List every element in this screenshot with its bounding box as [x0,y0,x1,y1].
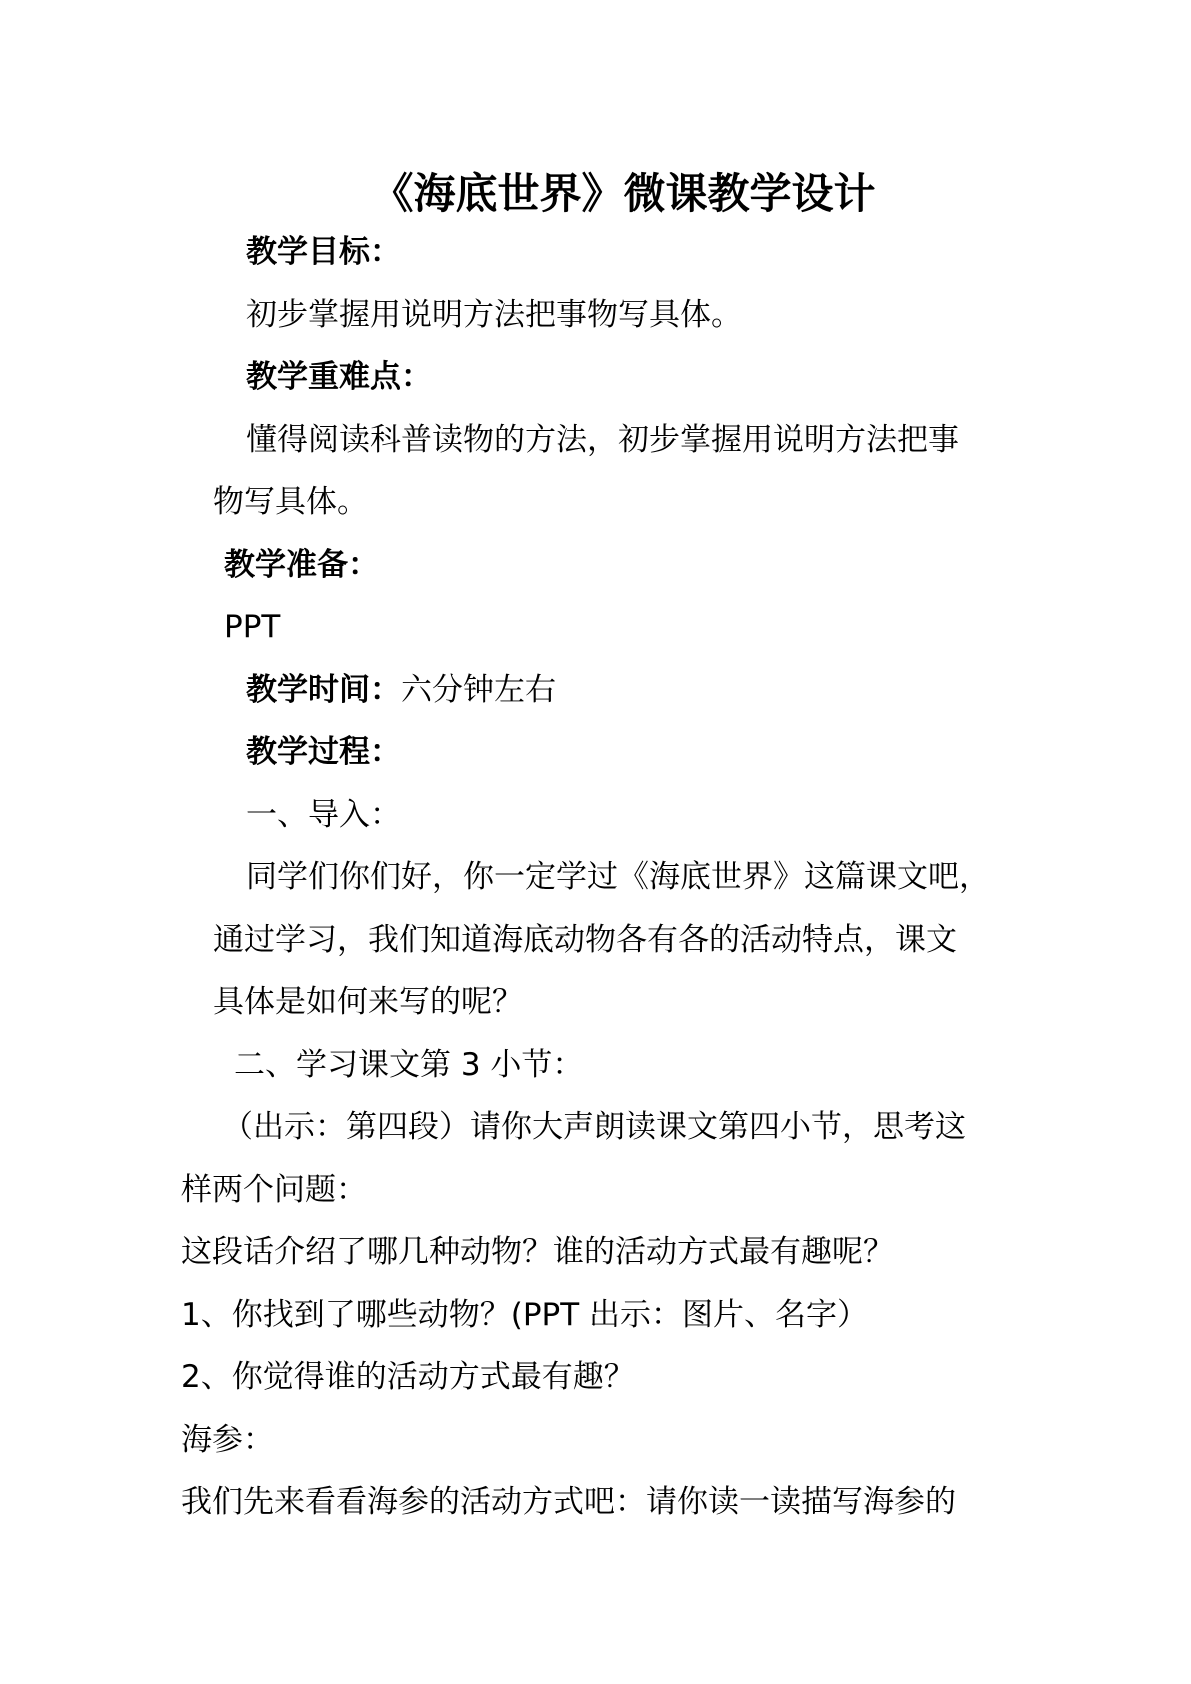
document-title: 《海底世界》微课教学设计 [371,169,876,218]
preparation-label: 教学准备： [224,547,379,583]
step2-text-cont: 样两个问题： [181,1172,367,1208]
step1-text: 同学们你们好，你一定学过《海底世界》这篇课文吧， [246,859,990,895]
step1-text-cont: 通过学习，我们知道海底动物各有各的活动特点，课文 [213,922,957,958]
goal-text: 初步掌握用说明方法把事物写具体。 [246,297,742,333]
sea-cucumber-text: 我们先来看看海参的活动方式吧：请你读一读描写海参的 [181,1484,956,1520]
sea-cucumber-label: 海参： [181,1422,274,1458]
step2-heading: 二、学习课文第 3 小节： [234,1047,584,1083]
goal-label: 教学目标： [246,234,401,270]
process-label: 教学过程： [246,734,401,770]
step2-text: （出示：第四段）请你大声朗读课文第四小节，思考这 [222,1109,966,1145]
question-line: 这段话介绍了哪几种动物？谁的活动方式最有趣呢？ [181,1234,894,1270]
step1-text-cont-2: 具体是如何来写的呢？ [213,984,523,1020]
key-points-label: 教学重难点： [246,359,432,395]
key-points-text: 懂得阅读科普读物的方法，初步掌握用说明方法把事 [246,422,959,458]
question-1: 1、你找到了哪些动物？(PPT 出示：图片、名字） [181,1297,868,1333]
time-line [246,672,556,708]
time-text: 六分钟左右 [401,672,556,708]
question-2: 2、你觉得谁的活动方式最有趣？ [181,1359,635,1395]
time-label: 教学时间： [246,672,401,708]
preparation-text: PPT [224,609,281,645]
key-points-text-cont: 物写具体。 [213,484,368,520]
step1-heading: 一、导入： [246,797,401,833]
